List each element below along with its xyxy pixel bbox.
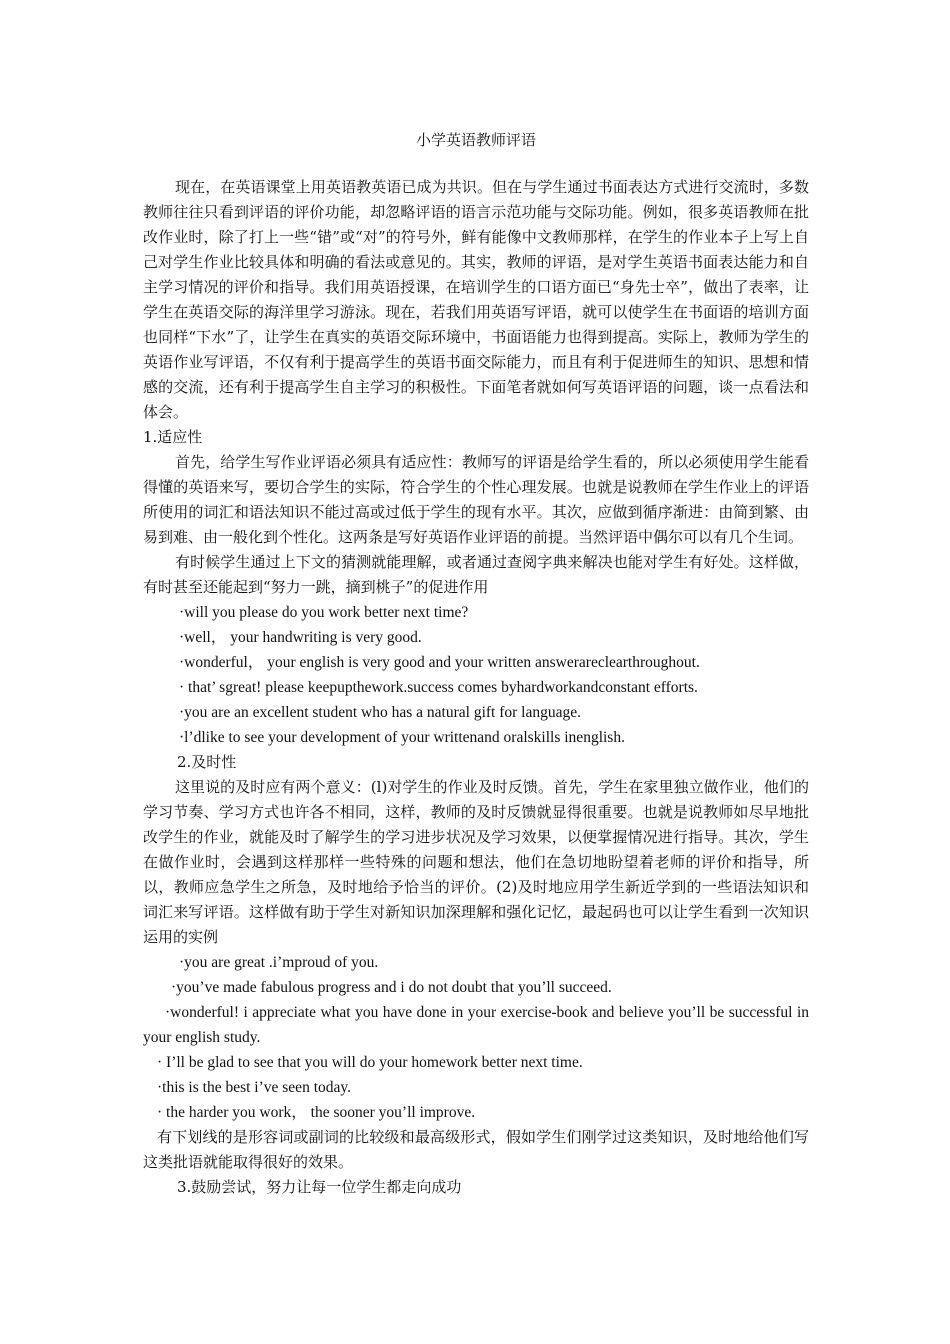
example-comment: ·l’dlike to see your development of your writtenand oralskills inenglish. <box>179 729 625 746</box>
section-3-heading: 3.鼓励尝试，努力让每一位学生都走向成功 <box>177 1178 462 1196</box>
section-2-note: 有下划线的是形容词或副词的比较级和最高级形式，假如学生们刚学过这类知识，及时地给他们写这类批语就能取得很好的效果。 <box>143 1128 809 1171</box>
section-1-heading: 1.适应性 <box>143 428 203 446</box>
example-comment: · that’ sgreat! please keepupthework.success comes byhardworkandconstant efforts. <box>179 679 698 696</box>
example-comment: ·well， your handwriting is very good. <box>179 629 422 646</box>
example-comment: · I’ll be glad to see that you will do your homework better next time. <box>157 1054 583 1071</box>
section-1-paragraph-2: 有时候学生通过上下文的猜测就能理解，或者通过查阅字典来解决也能对学生有好处。这样做，有时甚至还能起到“努力一跳，摘到桃子”的促进作用 <box>143 553 809 596</box>
section-1-paragraph-1: 首先，给学生写作业评语必须具有适应性：教师写的评语是给学生看的，所以必须使用学生能看得懂的英语来写，要切合学生的实际，符合学生的个性心理发展。也就是说教师在学生作业上的评语所使用的词汇和语法知识不能过高或过低于学生的现有水平。其次，应做到循序渐进：由简到繁、由易到难、由一般化到个性化。这两条是写好英语作业评语的前提。当然评语中偶尔可以有几个生词。 <box>143 453 809 546</box>
document-page <box>143 118 809 1200</box>
example-comment: ·wonderful! i appreciate what you have done in your exercise-book and believe you’ll be successful in your english study. <box>143 1004 809 1046</box>
example-comment: ·wonderful， your english is very good and your written answerareclearthroughout. <box>179 654 700 671</box>
example-comment: · the harder you work， the sooner you’ll improve. <box>157 1104 476 1121</box>
section-2-paragraph-1: 这里说的及时应有两个意义：(l)对学生的作业及时反馈。首先，学生在家里独立做作业，他们的学习节奏、学习方式也许各不相同，这样，教师的及时反馈就显得很重要。也就是说教师如尽早地批改学生的作业，就能及时了解学生的学习进步状况及学习效果，以便掌握情况进行指导。其次，学生在做作业时，会遇到这样那样一些特殊的问题和想法，他们在急切地盼望着老师的评价和指导，所以，教师应急学生之所急，及时地给予恰当的评价。(2)及时地应用学生新近学到的一些语法知识和词汇来写评语。这样做有助于学生对新知识加深理解和强化记忆，最起码也可以让学生看到一次知识运用的实例 <box>143 778 809 946</box>
example-comment: ·will you please do you work better next time? <box>179 604 469 621</box>
example-comment: ·you’ve made fabulous progress and i do not doubt that you’ll succeed. <box>171 979 612 996</box>
example-comment: ·this is the best i’ve seen today. <box>157 1079 351 1096</box>
example-comment: ·you are an excellent student who has a natural gift for language. <box>179 704 581 721</box>
section-2-heading: 2.及时性 <box>177 753 237 771</box>
example-comment: ·you are great .i’mproud of you. <box>179 954 379 971</box>
intro-paragraph: 现在，在英语课堂上用英语教英语已成为共识。但在与学生通过书面表达方式进行交流时，多数教师往往只看到评语的评价功能，却忽略评语的语言示范功能与交际功能。例如，很多英语教师在批改作业时，除了打上一些“错”或“对”的符号外，鲜有能像中文教师那样，在学生的作业本子上写上自己对学生作业比较具体和明确的看法或意见的。其实，教师的评语，是对学生英语书面表达能力和自主学习情况的评价和指导。我们用英语授课，在培训学生的口语方面已“身先士卒”，做出了表率，让学生在英语交际的海洋里学习游泳。现在，若我们用英语写评语，就可以使学生在书面语的培训方面也同样“下水”了，让学生在真实的英语交际环境中，书面语能力也得到提高。实际上，教师为学生的英语作业写评语，不仅有利于提高学生的英语书面交际能力，而且有利于促进师生的知识、思想和情感的交流，还有利于提高学生自主学习的积极性。下面笔者就如何写英语评语的问题，谈一点看法和体会。 <box>143 178 809 421</box>
document-title: 小学英语教师评语 <box>415 131 536 149</box>
